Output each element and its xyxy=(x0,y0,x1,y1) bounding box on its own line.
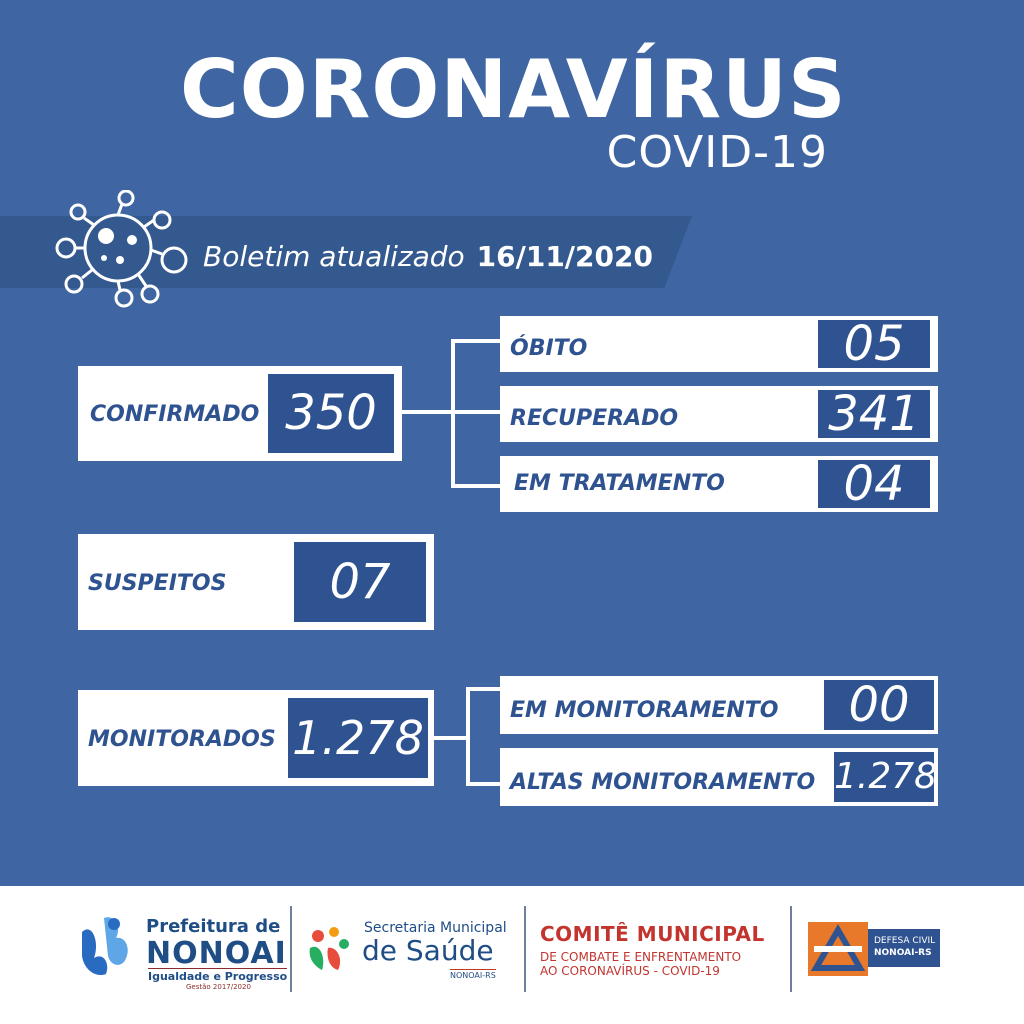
virus-icon xyxy=(54,190,190,310)
em-monitoramento-value: 00 xyxy=(824,680,934,730)
confirmed-connector xyxy=(402,410,454,414)
em-monitoramento-label: EM MONITORAMENTO xyxy=(510,698,779,723)
tratamento-value: 04 xyxy=(818,460,930,508)
monitored-connector xyxy=(434,736,470,740)
prefeitura-slogan: Igualdade e Progresso xyxy=(148,970,288,983)
suspects-value: 07 xyxy=(294,542,426,622)
obito-label: ÓBITO xyxy=(510,336,588,361)
connector-em-monitoramento xyxy=(466,687,502,691)
monitored-value: 1.278 xyxy=(288,698,428,778)
prefeitura-gestao: Gestão 2017/2020 xyxy=(186,983,251,991)
connector-altas xyxy=(466,782,502,786)
comite-line-2: AO CORONAVÍRUS - COVID-19 xyxy=(540,964,720,978)
connector-recuperado xyxy=(451,410,501,414)
suspects-label: SUSPEITOS xyxy=(88,571,227,596)
recuperado-value: 341 xyxy=(818,390,930,438)
prefeitura-name: NONOAI xyxy=(146,936,287,971)
defesa-civil-line-1: DEFESA CIVIL xyxy=(874,936,936,946)
confirmed-value: 350 xyxy=(268,374,394,453)
recuperado-label: RECUPERADO xyxy=(510,406,679,431)
page-subtitle: COVID-19 xyxy=(606,127,828,178)
altas-monitoramento-label: ALTAS MONITORAMENTO xyxy=(510,770,816,795)
defesa-civil-line-2: NONOAI-RS xyxy=(874,948,932,958)
comite-title: COMITÊ MUNICIPAL xyxy=(540,922,765,946)
bulletin-label: Boletim atualizado xyxy=(203,240,465,273)
bulletin-updated xyxy=(203,237,653,277)
defesa-civil-badge xyxy=(868,929,940,967)
footer-divider xyxy=(790,906,792,992)
connector-tratamento xyxy=(451,484,501,488)
altas-monitoramento-value: 1.278 xyxy=(834,752,934,802)
footer-divider xyxy=(290,906,292,992)
monitored-bracket xyxy=(466,687,470,786)
monitored-label: MONITORADOS xyxy=(88,727,276,752)
bulletin-date: 16/11/2020 xyxy=(476,240,653,273)
prefeitura-logo-icon xyxy=(74,912,140,982)
footer-divider xyxy=(524,906,526,992)
defesa-civil-logo-icon xyxy=(808,922,868,976)
saude-logo-icon xyxy=(300,918,358,976)
confirmed-label: CONFIRMADO xyxy=(90,402,260,427)
saude-top: Secretaria Municipal xyxy=(364,920,507,936)
saude-sub: NONOAI-RS xyxy=(450,971,496,980)
page-title: CORONAVÍRUS xyxy=(180,43,847,136)
connector-obito xyxy=(451,339,501,343)
comite-line-1: DE COMBATE E ENFRENTAMENTO xyxy=(540,950,742,964)
prefeitura-title: Prefeitura de xyxy=(146,916,281,937)
obito-value: 05 xyxy=(818,320,930,368)
saude-main: de Saúde xyxy=(362,934,494,967)
tratamento-label: EM TRATAMENTO xyxy=(514,471,725,496)
